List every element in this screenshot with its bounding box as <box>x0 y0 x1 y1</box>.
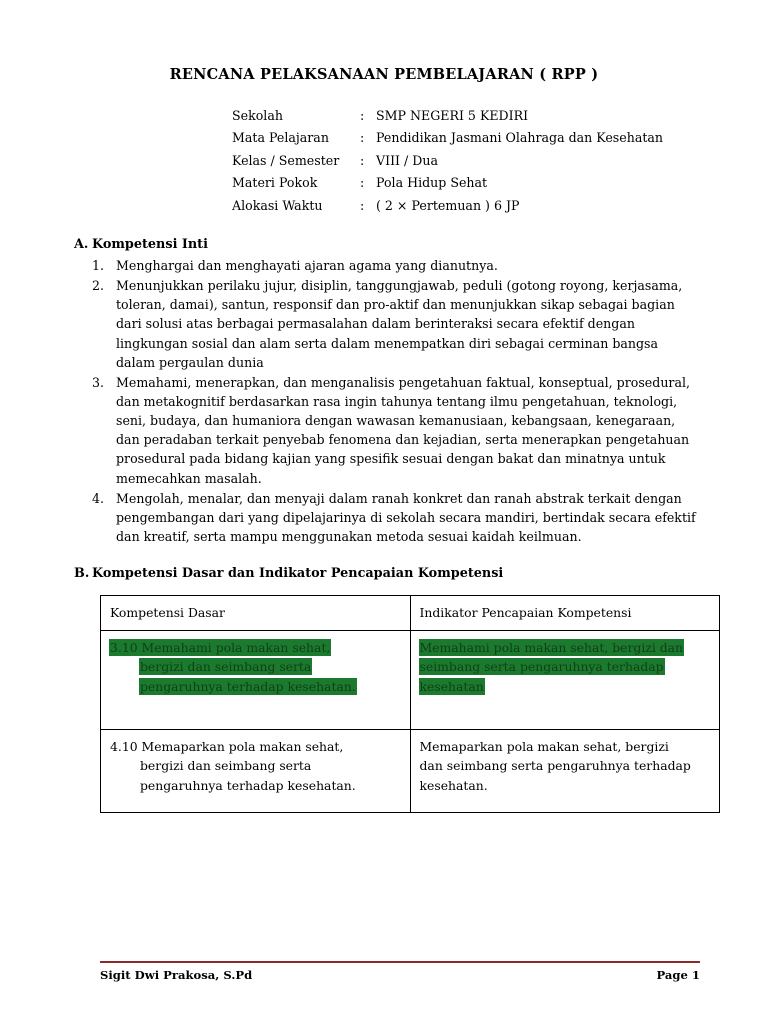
identity-colon: : <box>360 175 365 191</box>
identity-label: Materi Pokok <box>232 175 318 191</box>
highlighted-text-line: bergizi dan seimbang serta <box>140 659 312 675</box>
kompetensi-inti-list <box>68 256 700 546</box>
text-line: 4.10 Memaparkan pola makan sehat, <box>110 738 344 754</box>
list-item <box>68 489 700 546</box>
list-item-text: Menunjukkan perilaku jujur, disiplin, tanggungjawab, peduli (gotong royong, kerjasama, toleran, damai), santun, responsif dan pro-aktif dan menunjukkan sikap sebagai bagian dari solusi atas berbagai permasalahan dalam berinteraksi secara efektif dengan lingkungan sosial dan alam serta dalam menempatkan diri sebagai cerminan bangsa dalam pergaulan dunia <box>116 278 683 370</box>
cell-content <box>420 737 711 803</box>
section-kompetensi-inti <box>68 237 700 546</box>
text-line: Memaparkan pola makan sehat, bergizi <box>419 738 669 754</box>
identity-value: VIII / Dua <box>376 152 438 168</box>
section-a-heading <box>68 237 700 252</box>
section-a-letter: A. <box>74 237 89 253</box>
highlighted-text-line: 3.10 Memahami pola makan sehat, <box>110 639 331 655</box>
text-line: bergizi dan seimbang serta <box>140 758 312 774</box>
page-footer <box>100 961 700 982</box>
identity-value: ( 2 × Pertemuan ) 6 JP <box>376 197 520 213</box>
table-cell-indikator <box>410 630 720 729</box>
identity-label: Kelas / Semester <box>232 152 340 168</box>
list-item <box>68 256 700 275</box>
identity-row <box>232 127 700 149</box>
table-cell-kompetensi-dasar <box>101 630 411 729</box>
list-item-text: Menghargai dan menghayati ajaran agama yang dianutnya. <box>116 258 498 274</box>
page-title: RENCANA PELAKSANAAN PEMBELAJARAN ( RPP ) <box>169 66 599 83</box>
identity-value: Pendidikan Jasmani Olahraga dan Kesehatan <box>376 130 664 146</box>
table-cell-indikator <box>410 729 720 812</box>
section-b-letter: B. <box>74 566 90 582</box>
highlighted-text-line: Memahami pola makan sehat, bergizi dan <box>419 639 684 655</box>
kompetensi-dasar-table <box>100 595 720 813</box>
cell-content <box>110 638 401 720</box>
cell-content <box>420 638 711 720</box>
identity-label: Mata Pelajaran <box>232 130 329 146</box>
section-b-heading <box>68 566 700 581</box>
footer-divider <box>100 961 700 963</box>
identity-label: Sekolah <box>232 108 283 123</box>
table-header-row <box>101 596 720 631</box>
identity-colon: : <box>360 108 365 123</box>
highlighted-text-line: kesehatan <box>419 678 484 694</box>
text-line: pengaruhnya terhadap kesehatan. <box>140 777 356 793</box>
text-line: dan seimbang serta pengaruhnya terhadap <box>419 758 691 774</box>
identity-row <box>232 195 700 217</box>
table-header-indikator: Indikator Pencapaian Kompetensi <box>410 596 720 631</box>
identity-row <box>232 150 700 172</box>
table-row <box>101 630 720 729</box>
identity-row <box>232 105 700 127</box>
table-row <box>101 729 720 812</box>
identity-value: SMP NEGERI 5 KEDIRI <box>376 108 529 123</box>
list-item-text: Mengolah, menalar, dan menyaji dalam ranah konkret dan ranah abstrak terkait dengan pengembangan dari yang dipelajarinya di sekolah secara mandiri, bertindak secara efektif dan kreatif, serta mampu menggunakan metoda sesuai kaidah keilmuan. <box>116 490 696 544</box>
identity-label: Alokasi Waktu <box>232 197 323 213</box>
identity-block <box>232 105 700 217</box>
identity-colon: : <box>360 197 365 213</box>
section-b-title: Kompetensi Dasar dan Indikator Pencapaian Kompetensi <box>92 566 504 582</box>
footer-page-number: Page 1 <box>656 968 700 982</box>
table-cell-kompetensi-dasar <box>101 729 411 812</box>
list-item-number: 4. <box>92 490 105 506</box>
list-item-number: 1. <box>92 258 105 274</box>
identity-row <box>232 172 700 194</box>
section-a-title: Kompetensi Inti <box>92 237 208 253</box>
list-item-number: 2. <box>92 278 105 294</box>
highlighted-text-line: seimbang serta pengaruhnya terhadap <box>419 659 664 675</box>
highlighted-text-line: pengaruhnya terhadap kesehatan. <box>140 678 356 694</box>
section-kompetensi-dasar <box>68 566 700 813</box>
list-item-text: Memahami, menerapkan, dan menganalisis pengetahuan faktual, konseptual, prosedural, dan metakognitif berdasarkan rasa ingin tahunya tentang ilmu pengetahuan, teknologi, seni, budaya, dan humaniora dengan wawasan kemanusiaan, kebangsaan, kenegaraan, dan peradaban terkait penyebab fenomena dan kejadian, serta menerapkan pengetahuan prosedural pada bidang kajian yang spesifik sesuai dengan bakat dan minatnya untuk memecahkan masalah. <box>116 374 690 486</box>
identity-colon: : <box>360 152 365 168</box>
cell-content <box>110 737 401 803</box>
list-item <box>68 276 700 372</box>
footer-author: Sigit Dwi Prakosa, S.Pd <box>100 968 253 982</box>
list-item-number: 3. <box>92 374 105 390</box>
table-header-kompetensi-dasar: Kompetensi Dasar <box>101 596 411 631</box>
identity-value: Pola Hidup Sehat <box>376 175 488 191</box>
identity-colon: : <box>360 130 365 146</box>
text-line: kesehatan. <box>419 777 488 793</box>
footer-row <box>100 968 700 982</box>
list-item <box>68 373 700 488</box>
